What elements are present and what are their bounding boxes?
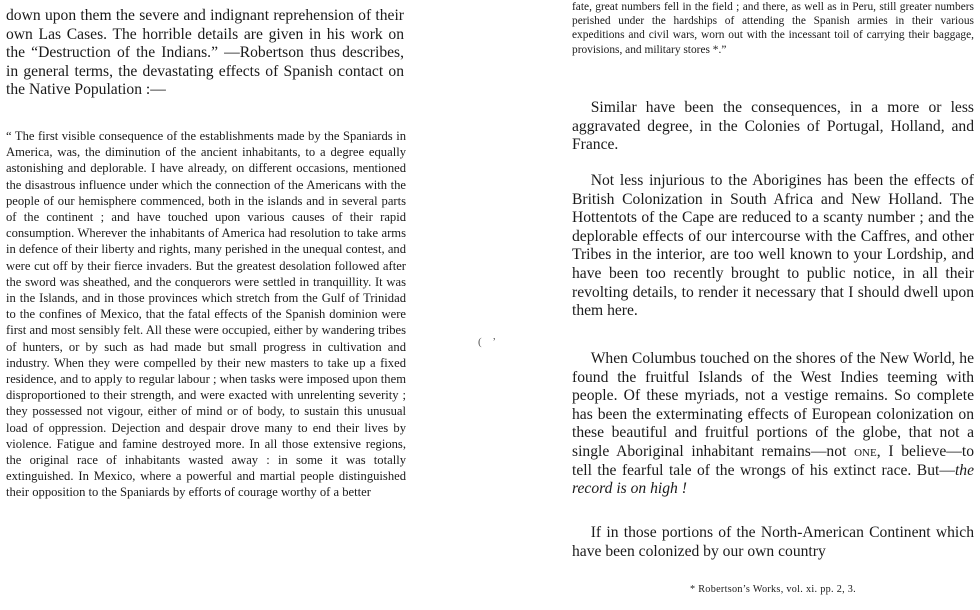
paragraph-british-colonization: Not less injurious to the Aborigines has been the effects of British Colonization in South Africa and New Holland. The Hottentots of the Cape are reduced to a scanty number ; and the deplorable effects of our intercourse with the Caffres, and other Tribes in the interior, are too well known to your Lordship, and have been too recently brought to public notice, in all their revolting details, to render it necessary that I should dwell upon them here.: [572, 172, 974, 320]
quote-continuation: fate, great numbers fell in the field ; and there, as well as in Peru, still greater numbers perished under the hardships of attending the Spanish armies in their various expeditions and civil wars, worn out with the incessant toil of carrying their baggage, provisions, and military stores *.”: [572, 1, 974, 56]
robertson-quote: “ The first visible consequence of the establishments made by the Spaniards in America, was, the diminution of the ancient inhabitants, to a degree equally astonishing and deplorable. I have already, on different occasions, mentioned the disastrous influence under which the connection of the Americans with the people of our hemisphere commenced, both in the islands and in several parts of the continent ; and have touched upon various causes of their rapid consumption. Wherever the inhabitants of America had resolution to take arms in defence of their liberty and rights, many perished in the unequal contest, and were cut off by their fierce invaders. But the greatest desolation followed after the sword was sheathed, and the conquerors were settled in tranquillity. It was in the Islands, and in those provinces which stretch from the Gulf of Trinidad to the confines of Mexico, that the fatal effects of the Spanish dominion were first and most sensibly felt. All these were occupied, either by wandering tribes of hunters, or by such as had made but small progress in cultivation and industry. When they were compelled by their new masters to take up a fixed residence, and to apply to regular labour ; when tasks were imposed upon them disproportioned to their strength, and were exacted with unrelenting severity ; they possessed not vigour, either of mind or of body, to sustain this unusual load of oppression. Dejection and despair drove many to end their lives by violence. Fatigue and famine destroyed more. In all those extensive regions, the original race of inhabitants wasted away : in some it was totally extinguished. In Mexico, where a powerful and martial people distinguished their opposition to the Spaniards by efforts of courage worthy of a better: [6, 129, 406, 500]
columbus-text-b: , I believe—to tell the fearful tale of the wrongs of his extinct race. But—: [572, 442, 975, 479]
left-page: [0, 0, 468, 610]
paragraph-columbus: [572, 350, 974, 499]
record-italic: the record is on high !: [572, 461, 974, 498]
gutter-mark: ( ’: [478, 336, 501, 348]
paragraph-north-america: If in those portions of the North-American Continent which have been colonized by our own country: [572, 524, 974, 560]
paragraph-colonies: Similar have been the consequences, in a more or less aggravated degree, in the Colonies of Portugal, Holland, and France.: [572, 99, 974, 154]
one-small-caps: one: [854, 442, 877, 460]
footnote: * Robertson’s Works, vol. xi. pp. 2, 3.: [689, 584, 857, 595]
right-page: [548, 0, 980, 610]
intro-paragraph: down upon them the severe and indignant reprehension of their own Las Cases. The horrible details are given in his work on the “Destruction of the Indians.” —Robertson thus describes, in general terms, the devastating effects of Spanish contact on the Native Population :—: [6, 7, 404, 99]
columbus-text-a: When Columbus touched on the shores of the New World, he found the fruitful Islands of the West Indies teeming with people. Of these myriads, not a vestige remains. So complete has been the exterminating effects of European colonization on these beautiful and fruitful portions of the globe, that not a single Aboriginal inhabitant remains—not: [572, 350, 974, 460]
